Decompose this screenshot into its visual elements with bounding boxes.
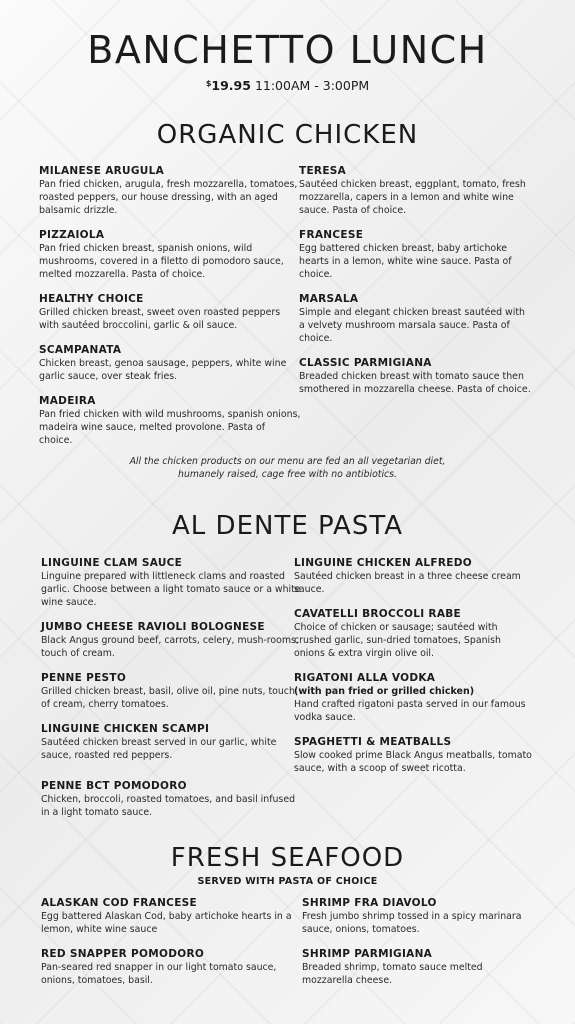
menu-item — [39, 228, 301, 281]
menu-item — [302, 947, 534, 987]
item-description: Egg battered chicken breast, baby artichoke hearts in a lemon, white wine sauce. Pasta of choice. — [299, 243, 512, 280]
item-description: Grilled chicken breast, sweet oven roasted peppers with sautéed broccolini, garlic & oil sauce. — [39, 307, 281, 331]
pasta-right-column — [294, 556, 534, 786]
item-description: Hand crafted rigatoni pasta served in our famous vodka sauce. — [294, 699, 526, 723]
item-name: MILANESE ARUGULA — [39, 165, 165, 177]
item-name: LINGUINE CHICKEN SCAMPI — [41, 723, 210, 735]
item-description: Pan fried chicken with wild mushrooms, spanish onions, madeira wine sauce, melted provolone. Pasta of choice. — [39, 409, 301, 446]
price-amount: 19.95 — [211, 78, 251, 93]
item-name: ALASKAN COD FRANCESE — [41, 897, 197, 909]
item-description: Slow cooked prime Black Angus meatballs, tomato sauce, with a scoop of sweet ricotta. — [294, 750, 532, 774]
menu-item — [41, 556, 303, 609]
menu-item — [41, 620, 303, 660]
item-name: CAVATELLI BROCCOLI RABE — [294, 608, 462, 620]
item-name: CLASSIC PARMIGIANA — [299, 357, 432, 369]
item-name: SHRIMP PARMIGIANA — [302, 948, 433, 960]
item-description: Simple and elegant chicken breast sautéed with a velvety mushroom marsala sauce. Pasta of choice. — [299, 307, 525, 344]
menu-item — [39, 394, 301, 447]
menu-item — [302, 896, 534, 936]
item-name: HEALTHY CHOICE — [39, 293, 144, 305]
item-description: Pan fried chicken breast, spanish onions, wild mushrooms, covered in a filetto di pomodoro sauce, melted mozzarella. Pasta of choice. — [39, 243, 284, 280]
item-note: (with pan fried or grilled chicken) — [294, 686, 475, 697]
item-description: Pan-seared red snapper in our light tomato sauce, onions, tomatoes, basil. — [41, 962, 277, 986]
menu-item — [39, 343, 301, 383]
menu-item — [39, 292, 301, 332]
menu-item — [41, 671, 303, 711]
item-name: LINGUINE CLAM SAUCE — [41, 557, 183, 569]
item-name: MARSALA — [299, 293, 359, 305]
item-name: SHRIMP FRA DIAVOLO — [302, 897, 437, 909]
footnote-line: humanely raised, cage free with no antibiotics. — [178, 469, 397, 480]
footnote-line: All the chicken products on our menu are fed an all vegetarian diet, — [129, 456, 446, 467]
menu-item — [41, 947, 303, 987]
item-description: Grilled chicken breast, basil, olive oil, pine nuts, touch of cream, cherry tomatoes. — [41, 686, 295, 710]
item-name: JUMBO CHEESE RAVIOLI BOLOGNESE — [41, 621, 265, 633]
section-title-chicken: ORGANIC CHICKEN — [156, 120, 419, 150]
item-description: Sautéed chicken breast in a three cheese cream sauce. — [294, 571, 521, 595]
seafood-right-column — [302, 896, 534, 998]
section-title-pasta: AL DENTE PASTA — [172, 511, 403, 541]
item-description: Chicken breast, genoa sausage, peppers, white wine garlic sauce, over steak fries. — [39, 358, 287, 382]
menu-item — [299, 292, 531, 345]
section-title-seafood: FRESH SEAFOOD — [170, 843, 405, 873]
item-description: Sautéed chicken breast, eggplant, tomato, fresh mozzarella, capers in a lemon and white wine sauce. Pasta of choice. — [299, 179, 526, 216]
item-name: MADEIRA — [39, 395, 96, 407]
item-description: Fresh jumbo shrimp tossed in a spicy marinara sauce, onions, tomatoes. — [302, 911, 522, 935]
item-name: RIGATONI ALLA VODKA — [294, 672, 436, 684]
chicken-left-column — [39, 164, 301, 458]
item-name: SCAMPANATA — [39, 344, 122, 356]
item-description: Linguine prepared with littleneck clams and roasted garlic. Choose between a light tomato sauce or a white wine sauce. — [41, 571, 301, 608]
menu-item — [41, 779, 303, 819]
menu-item — [294, 671, 534, 724]
pasta-left-column — [41, 556, 303, 830]
item-name: PENNE BCT POMODORO — [41, 780, 187, 792]
menu-item — [294, 735, 534, 775]
price-symbol: $ — [205, 79, 212, 88]
menu-item — [41, 722, 303, 762]
menu-item — [41, 896, 303, 936]
item-description: Breaded chicken breast with tomato sauce then smothered in mozzarella cheese. Pasta of choice. — [299, 371, 531, 395]
item-name: PIZZAIOLA — [39, 229, 105, 241]
page-title: BANCHETTO LUNCH — [87, 28, 488, 72]
menu-item — [294, 556, 534, 596]
item-name: SPAGHETTI & MEATBALLS — [294, 736, 452, 748]
menu-item — [299, 356, 531, 396]
item-name: LINGUINE CHICKEN ALFREDO — [294, 557, 472, 569]
item-name: FRANCESE — [299, 229, 364, 241]
item-description: Choice of chicken or sausage; sautéed with crushed garlic, sun-dried tomatoes, Spanish onions & extra virgin olive oil. — [294, 622, 501, 659]
chicken-right-column — [299, 164, 531, 407]
menu-item — [299, 228, 531, 281]
item-description: Sautéed chicken breast served in our garlic, white sauce, roasted red peppers. — [41, 737, 277, 761]
section-subtitle-seafood: SERVED WITH PASTA OF CHOICE — [197, 876, 378, 887]
item-description: Chicken, broccoli, roasted tomatoes, and basil infused in a light tomato sauce. — [41, 794, 296, 818]
item-name: RED SNAPPER POMODORO — [41, 948, 205, 960]
item-description: Black Angus ground beef, carrots, celery, mush-rooms, touch of cream. — [41, 635, 299, 659]
item-name: PENNE PESTO — [41, 672, 127, 684]
item-description: Egg battered Alaskan Cod, baby artichoke hearts in a lemon, white wine sauce — [41, 911, 292, 935]
price-hours — [0, 78, 575, 93]
item-description: Pan fried chicken, arugula, fresh mozzarella, tomatoes, roasted peppers, our house dressing, with an aged balsamic drizzle. — [39, 179, 298, 216]
item-description: Breaded shrimp, tomato sauce melted mozzarella cheese. — [302, 962, 483, 986]
item-name: TERESA — [299, 165, 347, 177]
chicken-footnote — [0, 455, 575, 481]
menu-item — [294, 607, 534, 660]
seafood-left-column — [41, 896, 303, 998]
menu-item — [299, 164, 531, 217]
menu-item — [39, 164, 301, 217]
hours: 11:00AM - 3:00PM — [254, 78, 370, 93]
